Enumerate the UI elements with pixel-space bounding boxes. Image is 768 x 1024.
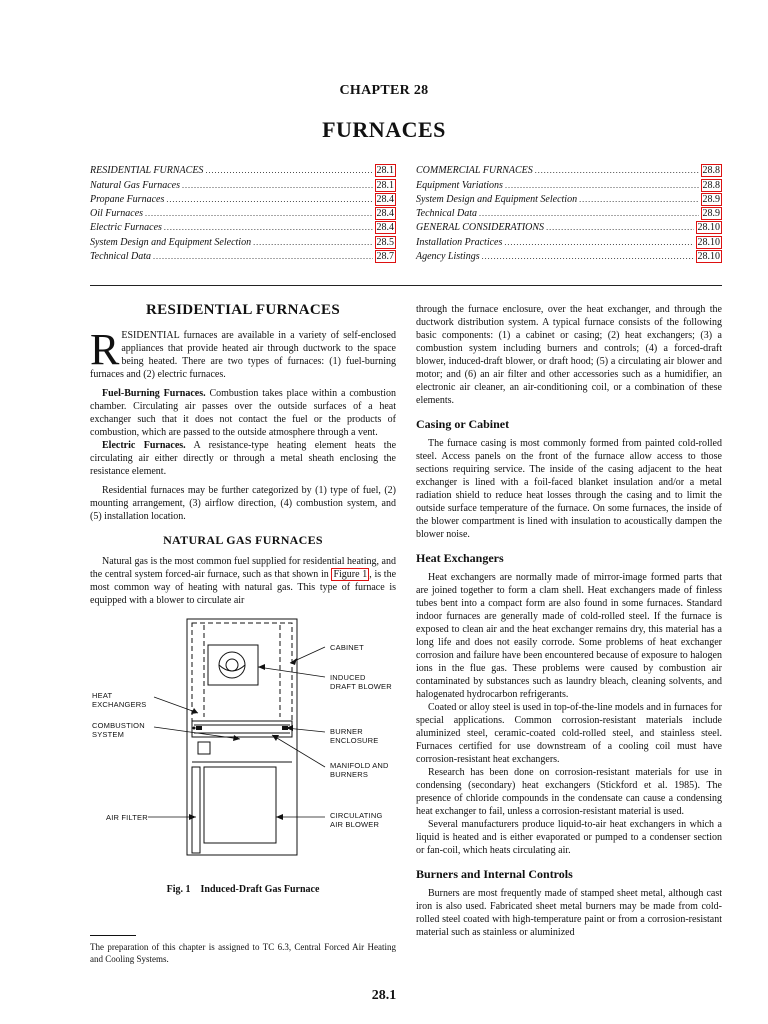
subsection-heading: NATURAL GAS FURNACES [163, 533, 323, 547]
electric-paragraph [90, 439, 396, 478]
toc-entry[interactable] [416, 163, 722, 177]
toc-leader [505, 179, 699, 192]
toc-page-link[interactable]: 28.4 [376, 208, 394, 220]
toc-page-link[interactable]: 28.10 [697, 222, 720, 234]
toc-page-link[interactable]: 28.8 [702, 179, 720, 191]
heat-exchangers-paragraph-1: Heat exchangers are normally made of mirror-image formed parts that are joined together to form a clam shell. Heat exchangers made of finless tubes bent into a compact form are also found in some furnaces. Standard indoor furnaces are generally made of cold-rolled steel. If the furnace is exposed to clean air and the heat exchanger remains dry, this material has a long life and does not easily corrode. Some problems of heat exchanger corrosion and failure have been encountered because of exposure to halogen ions in the flue gas. These problems were caused by combustion air contaminated by substances such as laundry bleach, cleaning solvents, and halogenated hydrocarbon refrigerants. [416, 572, 722, 700]
continued-paragraph: through the furnace enclosure, over the heat exchanger, and through the ductwork distribution system. A typical furnace consists of the following basic components: (1) a cabinet or casing; (2) heat exchangers; (3) a combustion system including burners and controls; (4) a forced-draft blower, induced-draft blower, or draft hood; (5) a circulating air blower and motor; and (6) an air filter and other accessories such as a humidifier, an electronic air cleaner, an air-conditioning coil, or a combination of these elements. [416, 304, 722, 406]
toc-label: System Design and Equipment Selection [90, 236, 252, 248]
toc-label: Agency Listings [416, 251, 480, 263]
label-combustion-system: COMBUSTION SYSTEM [92, 721, 145, 739]
toc-leader [504, 236, 693, 249]
right-column [416, 303, 722, 939]
intro-text: ESIDENTIAL furnaces are available in a variety of self-enclosed appliances that provide heated air through ductwork to the space being heated. There are two types of furnaces: (1) fuel-burning furnaces and (2) electric furnaces. [90, 330, 396, 380]
toc-leader [153, 250, 372, 263]
paragraph-text: Combustion takes place within a combustion chamber. Circulating air passes over the outside surfaces of a heat exchanger such that it does not contact the fuel or the products of combustion, which are passed to the outside atmosphere through a vent. [90, 388, 396, 438]
toc-label: RESIDENTIAL FURNACES [90, 165, 204, 177]
paragraph-text: A resistance-type heating element heats the circulating air either directly or through a metal sheath enclosing the resistance element. [90, 440, 397, 477]
toc-label: Propane Furnaces [90, 193, 165, 205]
label-circulating-air-blower: CIRCULATING AIR BLOWER [330, 811, 383, 829]
section-divider [90, 285, 722, 286]
toc-leader [182, 179, 373, 192]
left-column [90, 297, 396, 896]
run-in-heading: Fuel-Burning Furnaces. [102, 388, 206, 399]
label-cabinet: CABINET [330, 643, 364, 652]
heat-exchangers-paragraph-3: Research has been done on corrosion-resistant materials for use in condensing (secondary) heat exchangers (Stickford et al. 1985). The presence of chloride compounds in the condensate can cause a condensing heat exchanger to fail, unless a corrosion-resistant material is used. [416, 767, 722, 817]
toc-label: Natural Gas Furnaces [90, 179, 180, 191]
subsection-heading: Burners and Internal Controls [416, 867, 573, 881]
furnace-diagram [90, 617, 396, 875]
toc-label: COMMERCIAL FURNACES [416, 165, 533, 177]
toc-leader [579, 193, 698, 206]
toc-leader [166, 193, 372, 206]
toc-page-link[interactable]: 28.5 [376, 236, 394, 248]
heat-exchangers-paragraph-2: Coated or alloy steel is used in top-of-the-line models and in furnaces for special applications. Common corrosion-resistant materials include aluminized steel, ceramic-coated cold-rolled steel, and stainless steel. Furnaces certified for use downstream of a cooling coil must have corrosion-resistant heat exchangers. [416, 702, 722, 765]
chapter-number: CHAPTER 28 [339, 83, 429, 98]
inducer-blower-wheel [219, 652, 245, 678]
heat-exchanger-outline [192, 623, 292, 721]
toc-entry[interactable] [416, 220, 722, 234]
toc-page-link[interactable]: 28.1 [376, 165, 394, 177]
section-heading: RESIDENTIAL FURNACES [146, 302, 340, 318]
toc-page-link[interactable]: 28.1 [376, 179, 394, 191]
toc-page-link[interactable]: 28.8 [702, 165, 720, 177]
drop-cap: R [90, 325, 120, 374]
page-number: 28.1 [371, 988, 397, 1003]
label-induced-draft-blower: INDUCED DRAFT BLOWER [330, 673, 392, 691]
heat-exchangers-paragraph-4: Several manufacturers produce liquid-to-air heat exchangers in which a liquid is heated and is either evaporated or pumped to a condenser section or fan-coil, which heats circulating air. [416, 819, 722, 856]
toc-leader [205, 164, 372, 177]
toc-label: GENERAL CONSIDERATIONS [416, 222, 545, 234]
toc-page-link[interactable]: 28.10 [697, 236, 720, 248]
toc-label: Electric Furnaces [90, 222, 162, 234]
toc-page-link[interactable]: 28.10 [697, 251, 720, 263]
toc-label: Equipment Variations [416, 179, 503, 191]
burners-paragraph: Burners are most frequently made of stamped sheet metal, although cast iron is also used. Fabricated sheet metal burners may be made from cold-rolled steel coated with high-temperature paint or from a corrosion-resistant material such as stainless or aluminized [416, 888, 722, 938]
toc-leader [546, 221, 693, 234]
footnote-rule [90, 935, 136, 936]
subsection-heading: Heat Exchangers [416, 551, 504, 565]
toc-label: Installation Practices [416, 236, 503, 248]
toc-entry[interactable] [416, 234, 722, 248]
air-filter-shape [192, 767, 200, 853]
label-burner-enclosure: BURNER ENCLOSURE [330, 727, 379, 745]
footnote: The preparation of this chapter is assigned to TC 6.3, Central Forced Air Heating and Cooling Systems. [90, 942, 396, 964]
label-air-filter: AIR FILTER [106, 813, 148, 822]
toc-page-link[interactable]: 28.4 [376, 222, 394, 234]
toc-leader [145, 207, 372, 220]
intro-paragraph [90, 325, 396, 381]
toc-left [90, 163, 396, 263]
paragraph-text: , is the most common way of heating with natural gas. This type of furnace is equipped with a blower to circulate air [90, 569, 397, 606]
toc-entry[interactable] [90, 192, 396, 206]
fuel-burning-paragraph [90, 387, 396, 439]
toc-entry[interactable] [416, 192, 722, 206]
toc-label: Oil Furnaces [90, 208, 144, 220]
run-in-heading: Electric Furnaces. [102, 440, 186, 451]
toc-leader [253, 236, 372, 249]
toc-entry[interactable] [416, 206, 722, 220]
toc-leader [482, 250, 694, 263]
toc-right [416, 163, 722, 263]
toc-entry[interactable] [90, 220, 396, 234]
toc-entry[interactable] [416, 177, 722, 191]
toc-entry[interactable] [90, 163, 396, 177]
toc-page-link[interactable]: 28.7 [376, 251, 394, 263]
paragraph-text: Natural gas is the most common fuel supplied for residential heating, and the central system forced-air furnace, such as that shown in [90, 556, 396, 580]
label-manifold-burners: MANIFOLD AND BURNERS [330, 761, 389, 779]
toc-page-link[interactable]: 28.4 [376, 193, 394, 205]
toc-entry[interactable] [90, 249, 396, 263]
figure-caption: Fig. 1 Induced-Draft Gas Furnace [166, 884, 320, 895]
label-heat-exchangers: HEAT EXCHANGERS [92, 691, 147, 709]
chapter-title: FURNACES [322, 117, 446, 142]
toc-entry[interactable] [90, 177, 396, 191]
categorize-paragraph: Residential furnaces may be further categorized by (1) type of fuel, (2) mounting arrangement, (3) airflow direction, (4) combustion system, and (5) installation location. [90, 485, 396, 522]
circulating-blower-shape [204, 767, 276, 843]
subsection-heading: Casing or Cabinet [416, 417, 510, 431]
toc-label: System Design and Equipment Selection [416, 193, 578, 205]
toc-entry[interactable] [90, 206, 396, 220]
toc-page-link[interactable]: 28.9 [702, 208, 720, 220]
toc-entry[interactable] [416, 249, 722, 263]
furnace-figure [90, 617, 396, 875]
toc-leader [164, 221, 373, 234]
casing-paragraph: The furnace casing is most commonly formed from painted cold-rolled steel. Access panels on the front of the furnace allow access to those sections requiring service. The inside of the casing adjacent to the heat exchanger is lined with a foil-faced blanket insulation and/or a metal radiation shield to reduce heat losses through the casing and to limit the outside surface temperature of the furnace. On some furnaces, the inside of the blower compartment is lined with insulation to acoustically dampen the blower noise. [416, 438, 722, 540]
inducer-housing [208, 645, 258, 685]
toc-leader [535, 164, 699, 177]
toc-label: Technical Data [416, 208, 478, 220]
natural-gas-paragraph [90, 555, 396, 607]
toc-entry[interactable] [90, 234, 396, 248]
toc-label: Technical Data [90, 251, 152, 263]
toc-leader [479, 207, 698, 220]
gas-valve [198, 742, 210, 754]
figure-link[interactable]: Figure 1 [333, 569, 368, 580]
toc-page-link[interactable]: 28.9 [702, 193, 720, 205]
